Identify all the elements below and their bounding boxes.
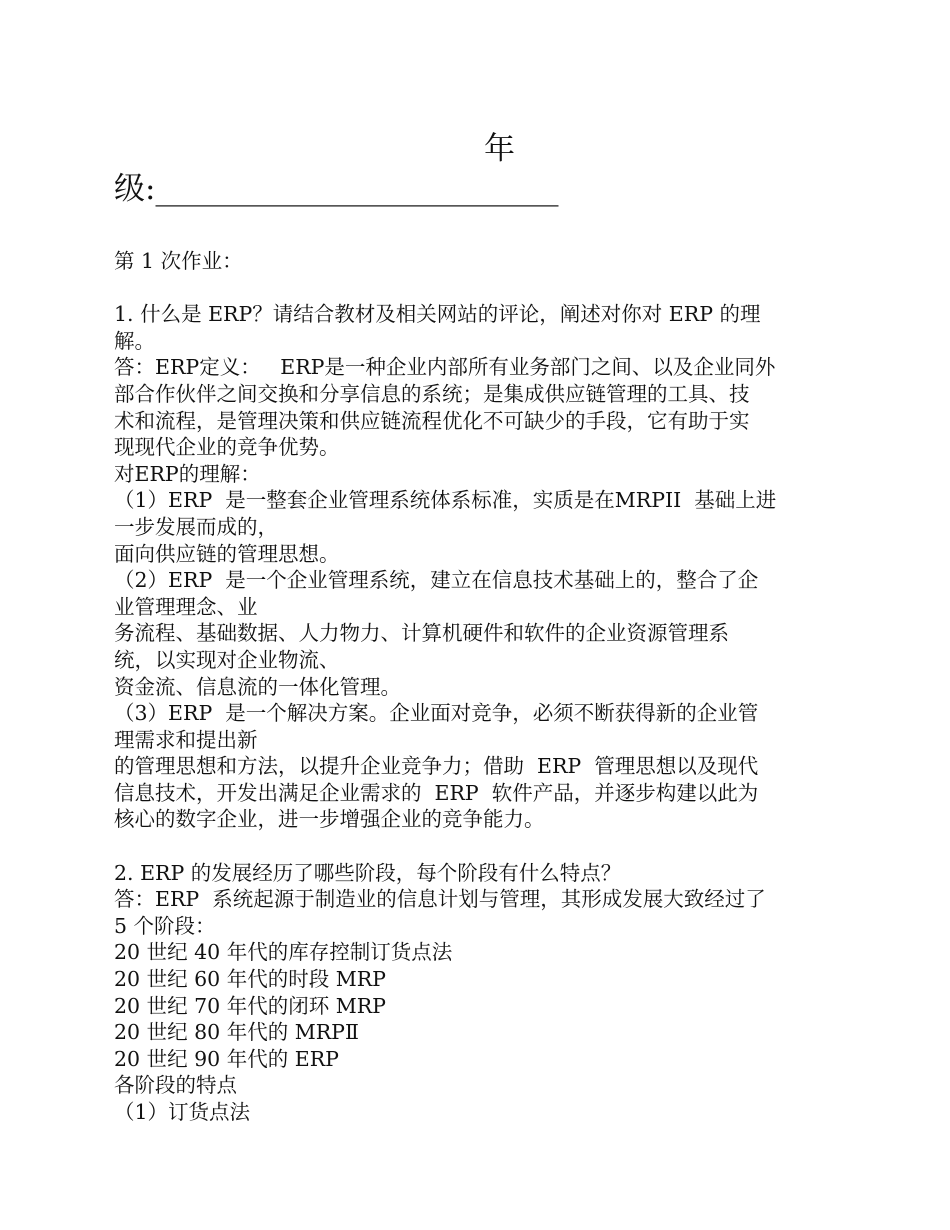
text-line: 面向供应链的管理思想。: [114, 541, 340, 566]
blank-line: [114, 275, 849, 302]
text-line: 20 世纪 60 年代的时段 MRP: [114, 967, 386, 992]
text-line: 20 世纪 80 年代的 MRPⅡ: [114, 1020, 359, 1045]
text-line: 20 世纪 90 年代的 ERP: [114, 1046, 339, 1071]
text-line: （1）订货点法: [114, 1100, 251, 1124]
text-line: 部合作伙伴之间交换和分享信息的系统；是集成供应链管理的工具、技: [114, 381, 750, 406]
text-line: （1）ERP 是一整套企业管理系统体系标准，实质是在MRPII 基础上进: [114, 488, 777, 513]
text-line: 信息技术，开发出满足企业需求的 ERP 软件产品，并逐步构建以此为: [114, 780, 759, 805]
text-line: 2. ERP 的发展经历了哪些阶段，每个阶段有什么特点？: [114, 860, 622, 885]
text-line: 20 世纪 40 年代的库存控制订货点法: [114, 940, 453, 965]
text-line: 业管理理念、业: [114, 594, 258, 619]
text-line: 统，以实现对企业物流、: [114, 647, 340, 672]
text-line: 答：ERP定义： ERP是一种企业内部所有业务部门之间、以及企业同外: [114, 355, 776, 380]
text-line: （3）ERP 是一个解决方案。企业面对竞争，必须不断获得新的企业管: [114, 701, 759, 726]
text-line: 的管理思想和方法，以提升企业竞争力；借助 ERP 管理思想以及现代: [114, 754, 759, 779]
text-line: 答：ERP 系统起源于制造业的信息计划与管理，其形成发展大致经过了: [114, 887, 766, 912]
text-line: 第 1 次作业：: [114, 249, 243, 273]
text-line: 对ERP的理解：: [114, 461, 261, 486]
text-line: 1. 什么是 ERP？请结合教材及相关网站的评论，阐述对你对 ERP 的理: [114, 302, 761, 327]
text-line: 资金流、信息流的一体化管理。: [114, 674, 401, 699]
text-line: 现现代企业的竞争优势。: [114, 435, 340, 460]
text-line: 核心的数字企业，进一步增强企业的竞争能力。: [114, 807, 545, 832]
text-line: 理需求和提出新: [114, 727, 258, 752]
blank-line: [114, 833, 849, 860]
text-line: 20 世纪 70 年代的闭环 MRP: [114, 993, 386, 1018]
grade-year-label: 年: [484, 131, 515, 167]
text-line: 一步发展而成的，: [114, 514, 278, 539]
text-line: 术和流程，是管理决策和供应链流程优化不可缺少的手段，它有助于实: [114, 408, 750, 433]
text-line: （2）ERP 是一个企业管理系统，建立在信息技术基础上的，整合了企: [114, 568, 759, 593]
document-body: [114, 248, 849, 1126]
text-line: 解。: [114, 328, 155, 353]
grade-field: 级:__________________________: [114, 171, 559, 207]
text-line: 5 个阶段：: [114, 913, 216, 938]
text-line: 各阶段的特点: [114, 1073, 237, 1098]
text-line: 务流程、基础数据、人力物力、计算机硬件和软件的企业资源管理系: [114, 621, 729, 646]
